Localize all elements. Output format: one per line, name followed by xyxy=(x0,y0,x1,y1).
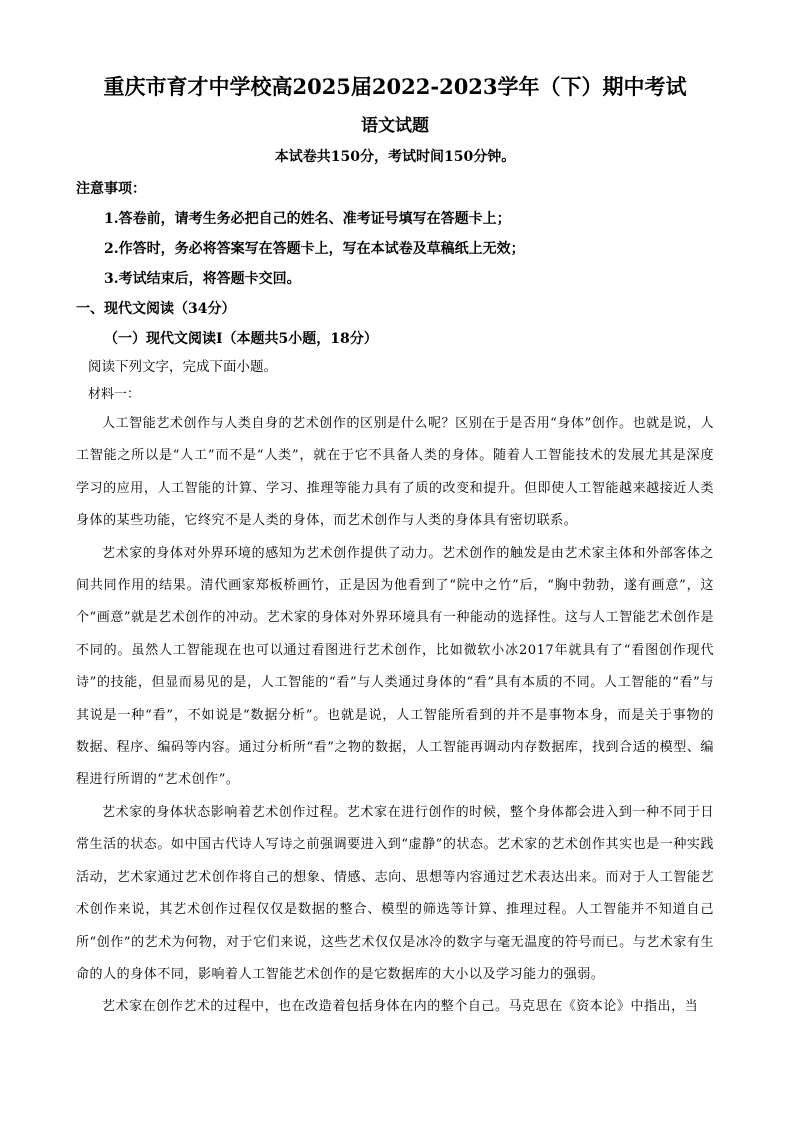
reading-instruction: 阅读下列文字，完成下面小题。 xyxy=(88,359,277,375)
notice-item-3: 3.考试结束后，将答题卡交回。 xyxy=(104,271,301,287)
paragraph-3: 艺术家的身体状态影响着艺术创作过程。艺术家在进行创作的时候，整个身体都会进入到一种不同于日常生活的状态。如中国古代诗人写诗之前强调要进入到“虚静”的状态。艺术家的艺术创作其实也是一种实践活动，艺术家通过艺术创作将自己的想象、情感、志向、思想等内容通过艺术表达出来。而对于人工智能艺术创作来说，其艺术创作过程仅仅是数据的整合、模型的筛选等计算、推理过程。人工智能并不知道自己所“创作”的艺术为何物，对于它们来说，这些艺术仅仅是冰冷的数字与毫无温度的符号而已。与艺术家有生命的人的身体不同，影响着人工智能艺术创作的是它数据库的大小以及学习能力的强弱。 xyxy=(76,804,714,982)
paragraph-2: 艺术家的身体对外界环境的感知为艺术创作提供了动力。艺术创作的触发是由艺术家主体和外部客体之间共同作用的结果。清代画家郑板桥画竹，正是因为他看到了“院中之竹”后，“胸中勃勃，遂有画意”，这个“画意”就是艺术创作的冲动。艺术家的身体对外界环境具有一种能动的选择性。这与人工智能艺术创作是不同的。虽然人工智能现在也可以通过看图进行艺术创作，比如微软小冰2017年就具有了“看图创作现代诗”的技能，但显而易见的是，人工智能的“看”与人类通过身体的“看”具有本质的不同。人工智能的“看”与其说是一种“看”，不如说是“数据分析”。也就是说，人工智能所看到的并不是事物本身，而是关于事物的数据、程序、编码等内容。通过分析所“看”之物的数据，人工智能再调动内存数据库，找到合适的模型、编程进行所谓的“艺术创作”。 xyxy=(76,545,714,788)
section-heading: 一、现代文阅读（34分） xyxy=(76,301,236,317)
subsection-heading: （一）现代文阅读I（本题共5小题，18分） xyxy=(104,331,378,347)
paragraph-1: 人工智能艺术创作与人类自身的艺术创作的区别是什么呢？区别在于是否用“身体”创作。也就是说，人工智能之所以是“人工”而不是“人类”，就在于它不具备人类的身体。随着人工智能技术的发展尤其是深度学习的应用，人工智能的计算、学习、推理等能力具有了质的改变和提升。但即使人工智能越来越接近人类身体的某些功能，它终究不是人类的身体，而艺术创作与人类的身体具有密切联系。 xyxy=(76,416,714,529)
notice-item-1: 1.答卷前，请考生务必把自己的姓名、准考证号填写在答题卡上； xyxy=(104,211,511,227)
exam-info: 本试卷共150分，考试时间150分钟。 xyxy=(274,149,516,165)
exam-title: 重庆市育才中学校高2025届2022-2023学年（下）期中考试 xyxy=(103,74,687,99)
notice-item-2: 2.作答时，务必将答案写在答题卡上，写在本试卷及草稿纸上无效； xyxy=(104,241,525,257)
material-label: 材料一： xyxy=(88,387,141,402)
subject-title: 语文试题 xyxy=(361,116,429,136)
paragraph-4: 艺术家在创作艺术的过程中，也在改造着包括身体在内的整个自己。马克思在《资本论》中指出，当 xyxy=(102,999,699,1015)
notice-heading: 注意事项： xyxy=(76,181,146,197)
